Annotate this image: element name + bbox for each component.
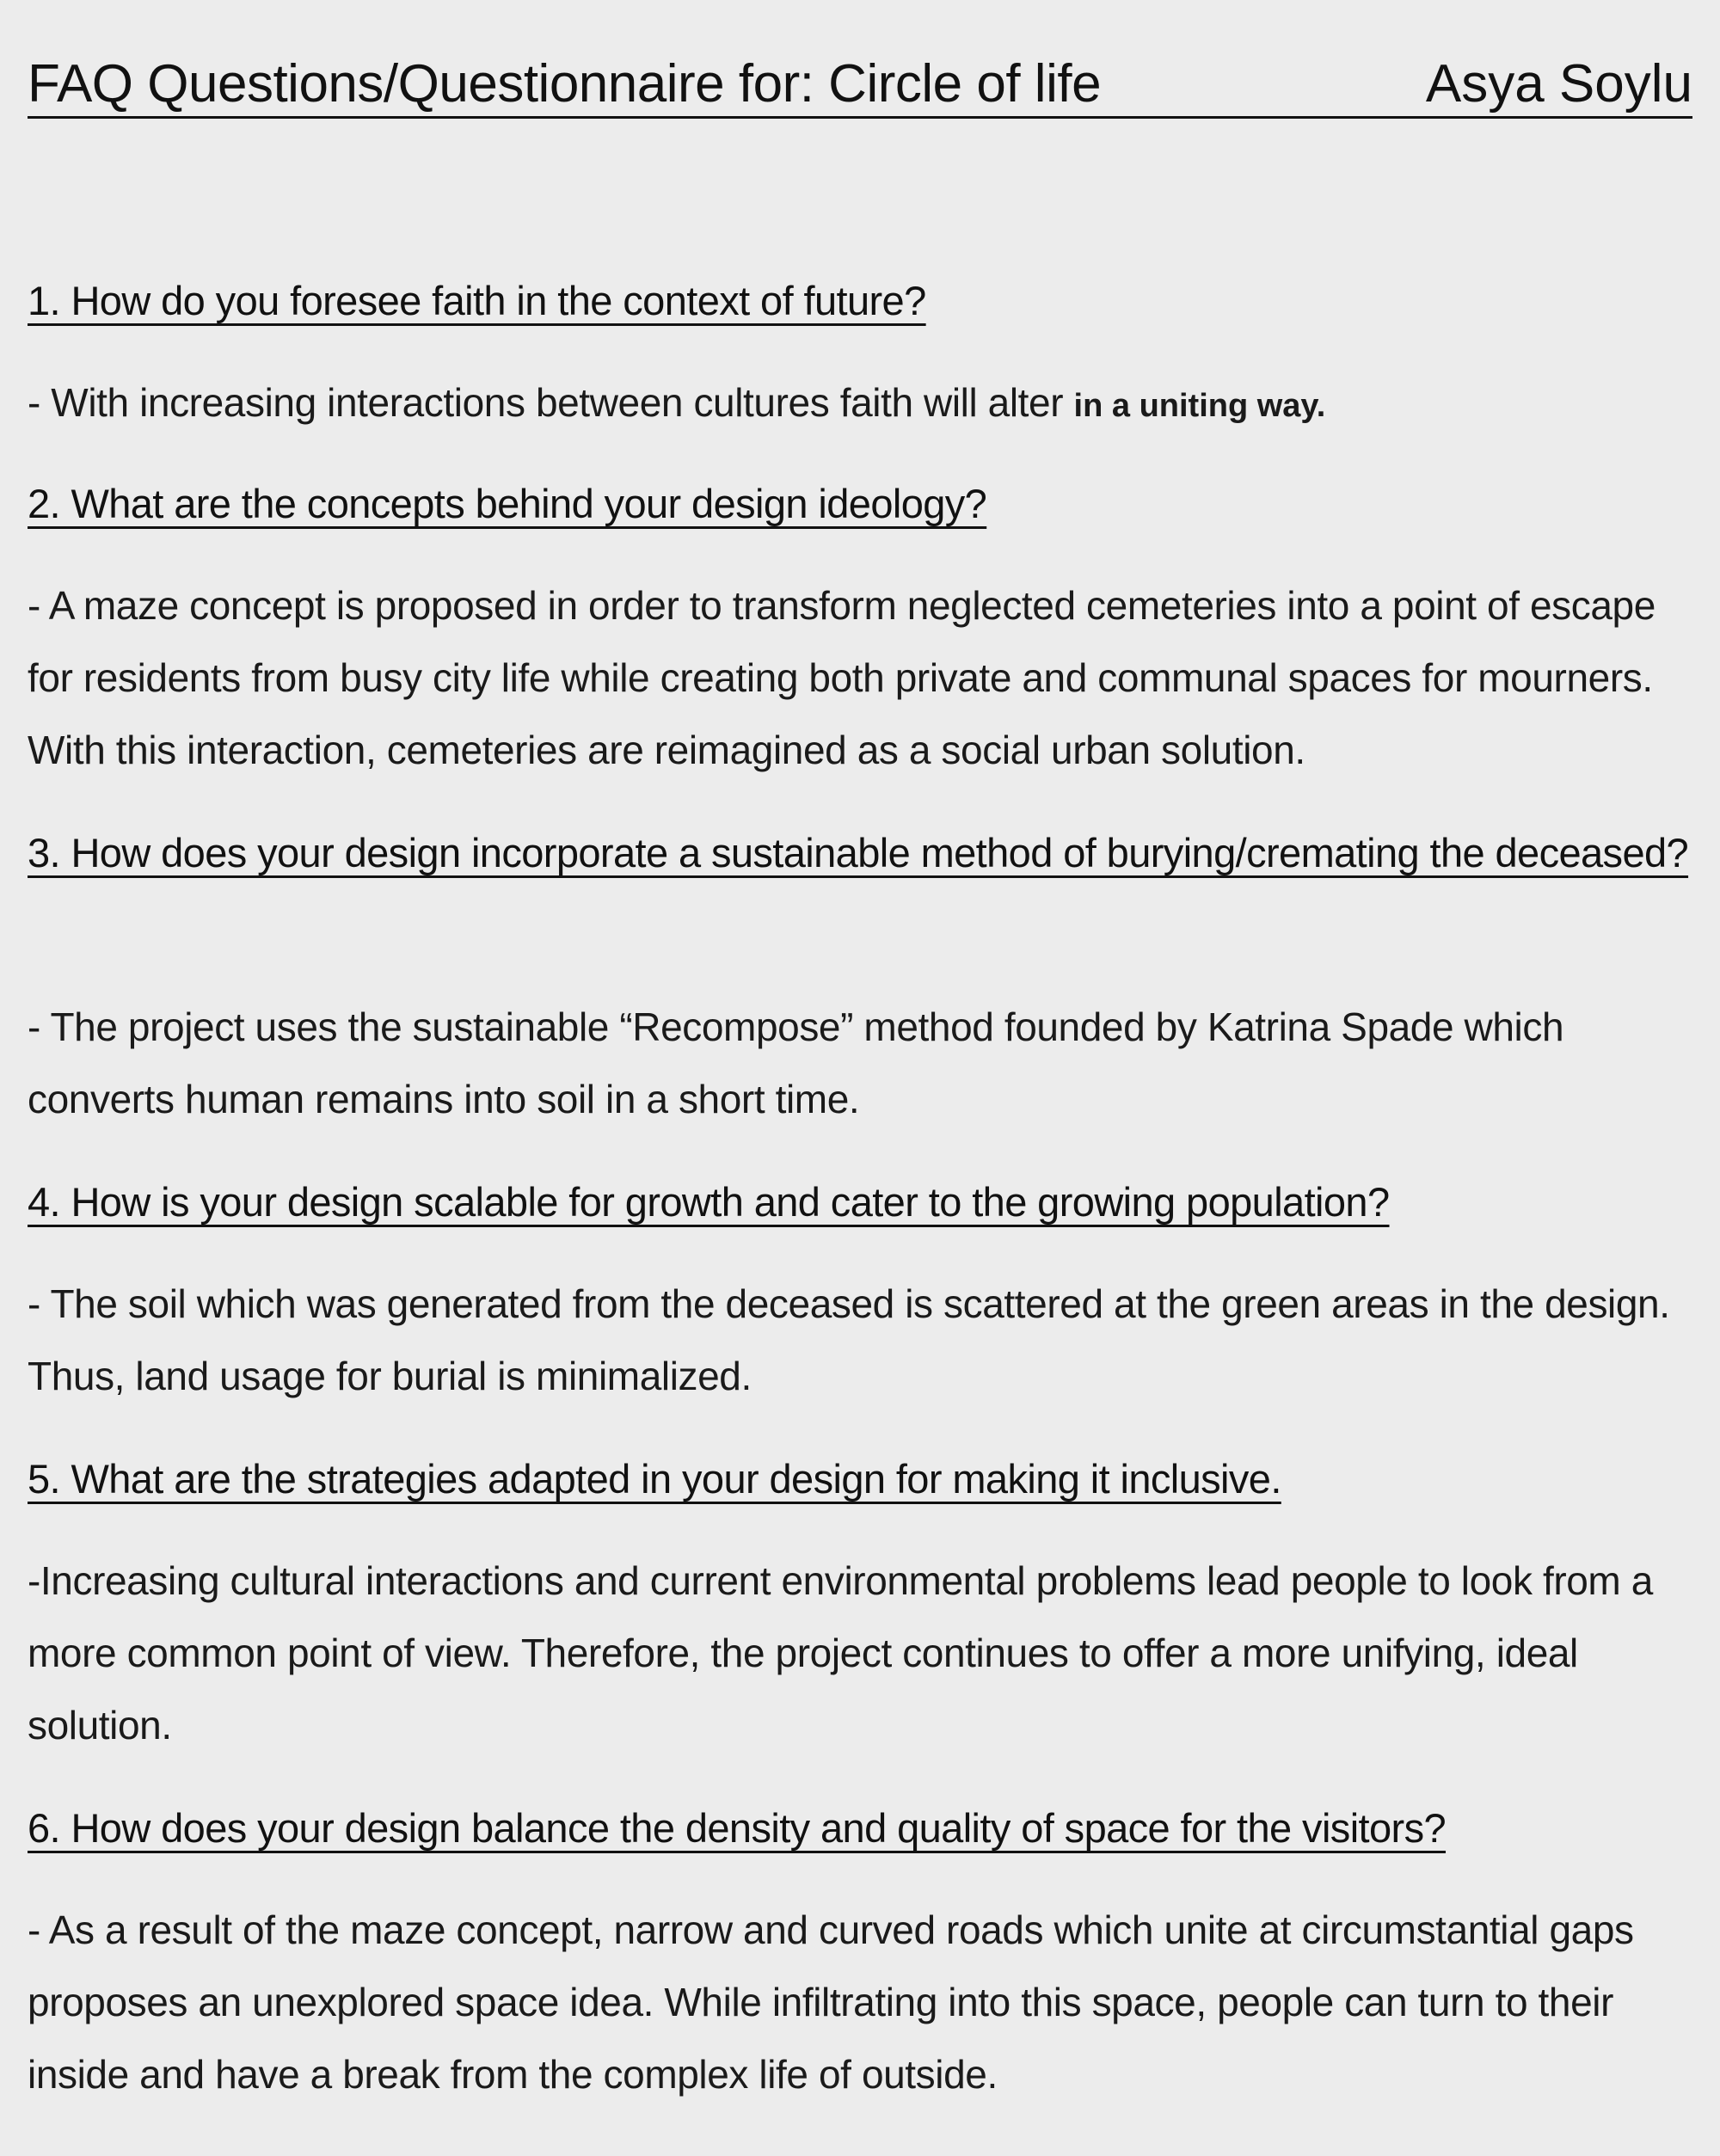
answer-emphasis: in a uniting way. [1073,388,1326,424]
question-text: 1. How do you foresee faith in the context of future? [28,278,926,323]
faq-answer-6: - As a result of the maze concept, narrow and curved roads which unite at circumstantial gaps proposes an unexplored space idea. While infiltrating into this space, people can turn to their inside and have a break from the complex life of outside. [28,1907,1634,2097]
faq-question-1 [28,265,1696,337]
faq-answer-5: -Increasing cultural interactions and current environmental problems lead people to look from a more common point of view. Therefore, the project continues to offer a more unifying, ideal solution. [28,1558,1653,1748]
question-text: 6. How does your design balance the density and quality of space for the visitors? [28,1805,1447,1851]
faq-question-3 [28,817,1696,889]
faq-question-4 [28,1166,1696,1238]
question-text: 2. What are the concepts behind your design ideology? [28,481,987,526]
question-text: 4. How is your design scalable for growth and cater to the growing population? [28,1179,1390,1225]
answer-text: - With increasing interactions between cultures faith will alter [28,380,1074,425]
document-title: FAQ Questions/Questionnaire for: Circle of life [28,54,1102,114]
faq-answer-2: - A maze concept is proposed in order to transform neglected cemeteries into a point of escape for residents from busy city life while creating both private and communal spaces for mourners. With this interaction, cemeteries are reimagined as a social urban solution. [28,583,1656,772]
page-header [28,50,1692,119]
question-text: 3. How does your design incorporate a sustainable method of burying/cremating the deceased? [28,830,1689,875]
faq-answer-3: - The project uses the sustainable “Recompose” method founded by Katrina Spade which converts human remains into soil in a short time. [28,1004,1564,1121]
faq-answer-1 [28,366,1696,442]
question-text: 5. What are the strategies adapted in your design for making it inclusive. [28,1456,1281,1502]
author-name: Asya Soylu [1425,54,1692,114]
faq-question-6 [28,1792,1696,1864]
faq-answer-4: - The soil which was generated from the deceased is scattered at the green areas in the design. Thus, land usage for burial is minimalized. [28,1281,1670,1398]
faq-question-2 [28,468,1696,540]
faq-question-5 [28,1443,1696,1515]
